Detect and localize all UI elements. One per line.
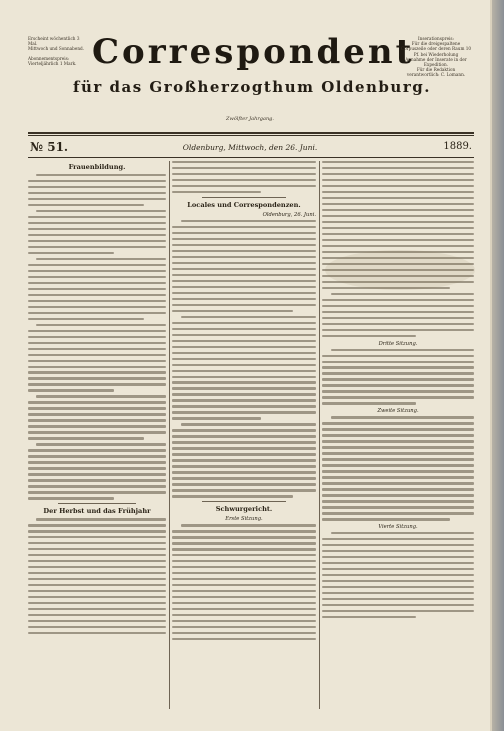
article-body-text — [322, 349, 474, 405]
scan-edge — [492, 0, 504, 731]
ad-acceptance: Annahme der Inserate in der Expedition. — [405, 56, 467, 68]
section-heading: Schwurgericht. — [215, 505, 273, 514]
article-body-text — [28, 174, 166, 500]
subscription-info-box — [28, 36, 90, 66]
article-body-text — [172, 161, 316, 193]
session-heading: Zweite Sitzung. — [377, 408, 419, 415]
subscription-price-label: Abonnementspreis: — [28, 55, 70, 61]
editor-line: Für die Redaktion verantwortlich: C. Lomann. — [406, 67, 466, 78]
article-body-text — [322, 532, 474, 618]
column-2 — [172, 161, 316, 709]
article-heading: Frauenbildung. — [68, 163, 126, 171]
column-1 — [28, 161, 166, 709]
column-divider — [319, 161, 320, 709]
volume-line: Zwölfter Jahrgang. — [226, 116, 274, 122]
subscription-days: Mittwoch und Sonnabend. — [28, 46, 85, 52]
article-body-text — [28, 518, 166, 634]
article-body-text — [172, 524, 316, 640]
column-3 — [322, 161, 474, 709]
subscription-price: Vierteljährlich 1 Mark. — [28, 60, 77, 66]
advertising-info-box — [400, 36, 472, 78]
article-body-text — [172, 220, 316, 498]
header-rule-top — [28, 132, 474, 134]
issue-year: 1889. — [443, 141, 472, 152]
ad-price-label: Inserationspreis: — [418, 36, 454, 41]
article-body-text — [322, 161, 474, 337]
ad-price-text: Für die dreigespaltene Corpuszeile oder deren Raum 10 Pf. bei Wiederholung — [400, 41, 472, 57]
session-heading: Dritte Sitzung. — [378, 340, 418, 347]
section-dateline: Oldenburg, 26. Juni. — [262, 211, 316, 218]
column-divider — [169, 161, 170, 709]
faded-stamp — [325, 250, 475, 290]
header-rule-inner — [28, 135, 474, 136]
session-heading: Vierte Sitzung. — [378, 524, 418, 531]
session-heading: Erste Sitzung. — [225, 516, 263, 523]
header-rule-bottom — [28, 157, 474, 158]
masthead-title: Correspondent — [92, 32, 415, 72]
subscription-frequency: Erscheint wöchentlich 3 Mal. — [28, 36, 80, 47]
article-heading: Der Herbst und das Frühjahr — [43, 507, 151, 516]
issue-number: № 51. — [30, 140, 69, 154]
article-body-text — [322, 416, 474, 520]
issue-dateline: Oldenburg, Mittwoch, den 26. Juni. — [182, 143, 318, 152]
section-heading: Locales und Correspondenzen. — [187, 200, 301, 209]
masthead-subtitle: für das Großherzogthum Oldenburg. — [73, 78, 431, 96]
